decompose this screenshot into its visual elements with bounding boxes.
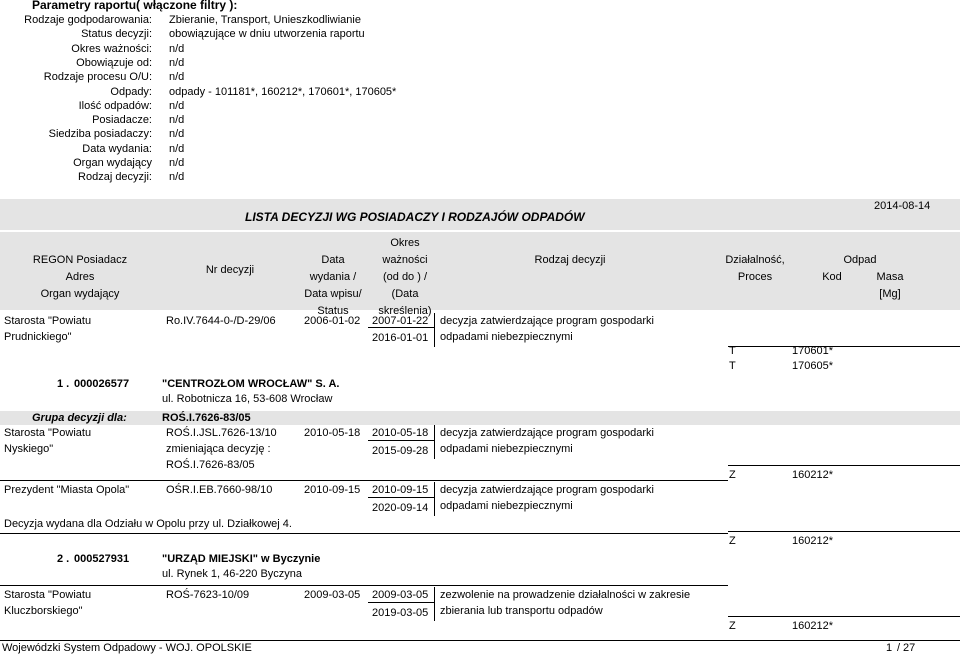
waste-process: Z	[729, 620, 736, 632]
valid-from: 2009-03-05	[372, 589, 429, 601]
param-label: Ilość odpadów:	[78, 99, 152, 112]
divider	[0, 585, 728, 586]
param-label: Rodzaje procesu O/U:	[43, 71, 152, 84]
waste-code: 160212*	[792, 620, 833, 632]
col-header-activity: Działalność, Proces	[725, 254, 785, 283]
holder-number: 1 .	[57, 378, 70, 390]
param-value: n/d	[169, 99, 185, 112]
divider	[368, 327, 434, 328]
page-current: 1	[886, 642, 893, 654]
issuing-authority: Starosta "Powiatu Prudnickiego"	[4, 315, 92, 343]
holder-name: "URZĄD MIEJSKI" w Byczynie	[162, 553, 321, 565]
group-label: Grupa decyzji dla:	[32, 412, 127, 424]
decision-number: ROŚ-7623-10/09	[166, 589, 250, 601]
valid-from: 2010-05-18	[372, 427, 429, 439]
issue-date: 2009-03-05	[304, 589, 361, 601]
param-value: n/d	[169, 142, 185, 155]
valid-to: 2019-03-05	[372, 607, 429, 619]
issuing-authority: Starosta "Powiatu Kluczborskiego"	[4, 589, 92, 617]
valid-from: 2010-09-15	[372, 484, 429, 496]
param-label: Odpady:	[110, 85, 152, 98]
decision-type: zezwolenie na prowadzenie działalności w zakresie zbierania lub transportu odpadów	[440, 589, 691, 617]
waste-process: Z	[729, 535, 736, 547]
divider	[368, 602, 434, 603]
divider	[0, 533, 728, 534]
waste-code: 170605*	[792, 360, 833, 372]
waste-process: T	[729, 345, 736, 357]
decision-number: Ro.IV.7644-0-/D-29/06	[166, 315, 276, 327]
valid-from: 2007-01-22	[372, 315, 429, 327]
divider	[728, 465, 960, 466]
holder-number: 2 .	[57, 553, 70, 565]
params-title: Parametry raportu( włączone filtry ):	[32, 0, 238, 12]
col-header-validity: Okres ważności (od do ) / (Data skreślenia)	[378, 237, 432, 317]
valid-to: 2015-09-28	[372, 445, 429, 457]
divider	[368, 440, 434, 441]
param-value: Zbieranie, Transport, Unieszkodliwianie	[169, 14, 361, 26]
group-bar	[0, 411, 960, 425]
decision-type: decyzja zatwierdzające program gospodarki odpadami niebezpiecznymi	[440, 484, 654, 512]
param-value: n/d	[169, 157, 185, 169]
footer-system: Wojewódzki System Odpadowy - WOJ. OPOLSKIE	[2, 642, 252, 654]
holder-name: "CENTROZŁOM WROCŁAW" S. A.	[162, 378, 340, 390]
group-value: ROŚ.I.7626-83/05	[162, 412, 251, 424]
param-value: obowiązujące w dniu utworzenia raportu	[169, 28, 365, 41]
decision-number: ROŚ.I.JSL.7626-13/10 zmieniająca decyzję : ROŚ.I.7626-83/05	[166, 427, 277, 471]
divider	[434, 587, 435, 621]
param-value: odpady - 101181*, 160212*, 170601*, 170605*	[169, 85, 397, 98]
col-header-decision-no: Nr decyzji	[205, 264, 255, 276]
decision-type: decyzja zatwierdzające program gospodarki odpadami niebezpiecznymi	[440, 427, 654, 455]
divider	[728, 531, 960, 532]
param-label: Organ wydający	[73, 157, 152, 169]
param-label: Rodzaj decyzji:	[78, 171, 152, 184]
issuing-authority: Prezydent "Miasta Opola"	[4, 484, 130, 496]
decision-number: OŚR.I.EB.7660-98/10	[166, 484, 273, 496]
waste-code: 160212*	[792, 469, 833, 481]
issue-date: 2010-05-18	[304, 427, 361, 439]
holder-regon: 000527931	[74, 553, 130, 565]
col-header-decision-type: Rodzaj decyzji	[534, 254, 606, 266]
divider	[434, 313, 435, 347]
divider	[728, 346, 960, 347]
waste-process: Z	[729, 469, 736, 481]
divider	[368, 497, 434, 498]
divider	[728, 616, 960, 617]
issue-date: 2006-01-02	[304, 315, 361, 327]
col-header-mass: Masa [Mg]	[876, 271, 904, 300]
param-value: n/d	[169, 128, 185, 141]
report-title: LISTA DECYZJI WG POSIADACZY I RODZAJÓW ODPADÓW	[245, 210, 585, 224]
param-label: Status decyzji:	[81, 28, 152, 41]
decision-note: Decyzja wydana dla Odziału w Opolu przy ul. Działkowej 4.	[4, 518, 292, 530]
param-label: Data wydania:	[82, 142, 152, 155]
waste-process: T	[729, 360, 736, 372]
col-header-waste: Odpad	[843, 254, 877, 266]
param-value: n/d	[169, 56, 185, 69]
report-date: 2014-08-14	[874, 200, 931, 212]
param-label: Siedziba posiadaczy:	[48, 128, 152, 141]
param-label: Posiadacze:	[92, 114, 152, 127]
holder-address: ul. Rynek 1, 46-220 Byczyna	[162, 568, 303, 580]
divider	[434, 425, 435, 459]
divider	[434, 482, 435, 516]
holder-regon: 000026577	[74, 378, 130, 390]
waste-code: 160212*	[792, 535, 833, 547]
page-total: 27	[903, 642, 916, 654]
param-label: Obowiązuje od:	[76, 56, 152, 69]
param-value: n/d	[169, 114, 185, 127]
param-value: n/d	[169, 71, 185, 84]
page-separator: /	[897, 642, 901, 654]
param-label: Rodzaje godpodarowania:	[24, 14, 152, 26]
col-header-holder: REGON Posiadacz Adres Organ wydający	[32, 254, 128, 300]
waste-code: 170601*	[792, 345, 833, 357]
issuing-authority: Starosta "Powiatu Nyskiego"	[4, 427, 92, 455]
col-header-code: Kod	[822, 271, 842, 283]
divider	[0, 480, 728, 481]
issue-date: 2010-09-15	[304, 484, 361, 496]
param-value: n/d	[169, 171, 185, 184]
param-value: n/d	[169, 42, 185, 55]
col-header-issue-date: Data wydania / Data wpisu/ Status	[304, 254, 362, 317]
holder-address: ul. Robotnicza 16, 53-608 Wrocław	[162, 393, 333, 405]
valid-to: 2020-09-14	[372, 502, 429, 514]
param-label: Okres ważności:	[71, 42, 152, 55]
decision-type: decyzja zatwierdzające program gospodarki odpadami niebezpiecznymi	[440, 315, 654, 343]
valid-to: 2016-01-01	[372, 332, 429, 344]
